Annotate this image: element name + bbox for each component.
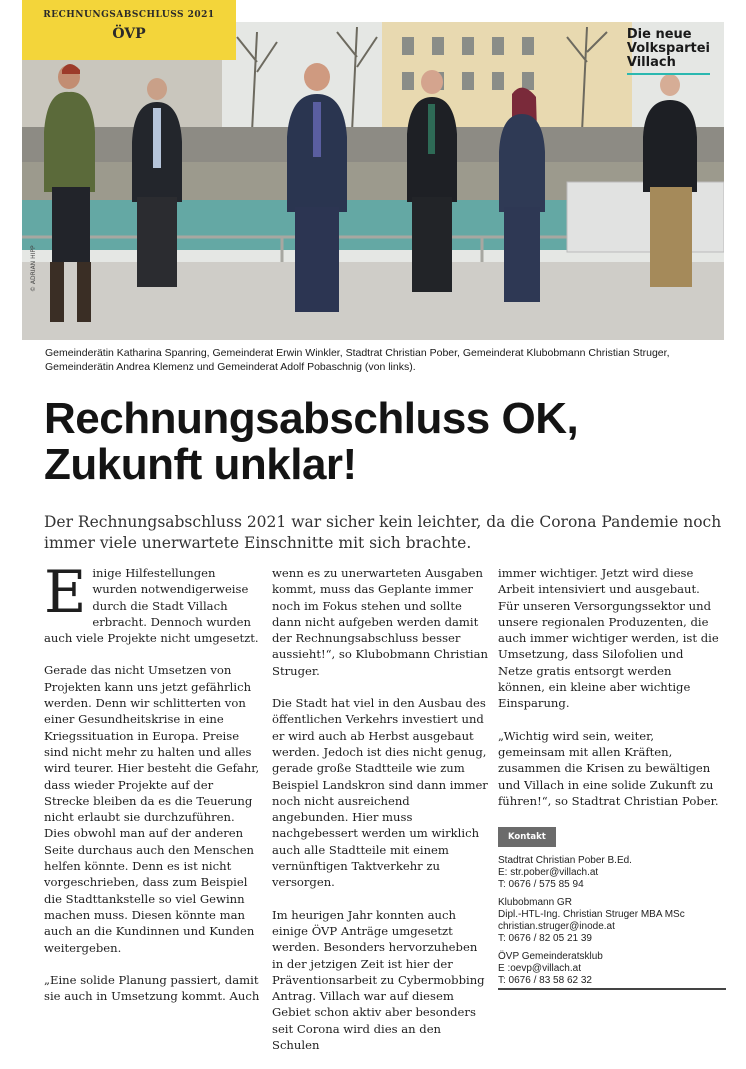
brand-line-2: Volkspartei	[626, 41, 710, 56]
headline-line-1: Rechnungsabschluss OK,	[44, 394, 579, 443]
paragraph: immer wichtiger. Jetzt wird diese Arbeit intensiviert und ausgebaut. Für unseren Versorgungssektor und unsere regionalen Produzenten, die auch immer wichtiger werden, ist die Umsetzung, dass Silofolien und Netze gratis entsorgt werden können, ein kleine aber wichtige Einsparung.	[498, 566, 719, 711]
paragraph: Im heurigen Jahr konnten auch einige ÖVP Anträge umgesetzt werden. Besonders hervorzuheben in der jetzigen Zeit ist hier der Präventionsarbeit zu Cybermobbing Antrag. Villach war auf diesem Gebiet schon aktiv aber besonders seit Corona wird dies an den Schulen	[272, 907, 485, 1053]
contact-email[interactable]: E :oevp@villach.at	[498, 963, 581, 975]
article-column-1	[44, 558, 260, 1020]
contact-phone: T: 0676 / 82 05 21 39	[498, 933, 592, 945]
contact-entry	[498, 855, 720, 891]
contact-entry	[498, 897, 720, 945]
party-label: ÖVP	[112, 26, 146, 42]
contact-box	[498, 855, 720, 987]
paragraph: Gerade das nicht Umsetzen von Projekten kann uns jetzt gefährlich werden. Denn wir schlitterten von einer Gesundheitskrise in eine Kriegssituation in Europa. Preise sind nicht mehr zu halten und alles wird teurer. Hier besteht die Gefahr, dass wieder Projekte auf der Strecke bleiben da es die Teuerung nicht erlaubt sie durchzuführen. Dies obwohl man auf der anderen Seite durchaus auch den Menschen helfen könnte. Denn es ist nicht vorgeschrieben, dass zum Beispiel die Stadttankstelle so viel Gewinn machen muss. Diesen könnte man auch an die Kundinnen und Kunden weitergeben.	[44, 663, 260, 955]
headline	[44, 396, 724, 488]
lead-paragraph: Der Rechnungsabschluss 2021 war sicher kein leichter, da die Corona Pandemie noch immer viele unerwartete Einschnitte mit sich brachte.	[44, 513, 722, 552]
contact-title: Dipl.-HTL-Ing. Christian Struger MBA MSc	[498, 909, 685, 921]
group-photo-illustration	[22, 22, 724, 340]
contact-name: Klubobmann GR	[498, 897, 572, 909]
article-column-3	[498, 565, 720, 993]
contact-entry	[498, 951, 720, 987]
paragraph: wenn es zu unerwarteten Ausgaben kommt, muss das Geplante immer noch im Fokus stehen und sollte dann nicht aufgeben werden damit der Rechnungsabschluss besser aussieht!“, so Klubobmann Christian Struger.	[272, 566, 489, 678]
brand-line-1: Die neue	[626, 27, 692, 42]
contact-phone: T: 0676 / 575 85 94	[498, 879, 584, 891]
paragraph-text: inige Hilfestellungen wurden notwendigerweise durch die Stadt Villach erbracht. Dennoch wurden auch viele Projekte nicht umgesetzt.	[44, 566, 259, 646]
contact-phone: T: 0676 / 83 58 62 32	[498, 975, 592, 987]
brand-line-3: Villach	[626, 55, 676, 70]
group-photo	[22, 22, 724, 340]
headline-line-2: Zukunft unklar!	[44, 440, 357, 489]
brand-rule	[627, 73, 710, 75]
section-tag	[22, 0, 236, 60]
contact-name: ÖVP Gemeinderatsklub	[498, 951, 603, 963]
photo-credit: © ADRIAN HIPP	[30, 245, 37, 292]
paragraph: „Eine solide Planung passiert, damit sie auch in Umsetzung kommt. Auch	[44, 972, 260, 1004]
paragraph	[44, 558, 260, 646]
photo-caption: Gemeinderätin Katharina Spanring, Gemeinderat Erwin Winkler, Stadtrat Christian Pober, Gemeinderat Klubobmann Christian Struger, Gemeinderätin Andrea Klemenz und Gemeinderat Adolf Pobaschnig (von links).	[45, 347, 670, 373]
contact-email[interactable]: christian.struger@inode.at	[498, 921, 615, 933]
contact-email[interactable]: E: str.pober@villach.at	[498, 867, 599, 879]
contact-label: Kontakt	[498, 827, 556, 847]
paragraph: Die Stadt hat viel in den Ausbau des öffentlichen Verkehrs investiert und er wird auch ab Herbst ausgebaut werden. Jedoch ist dies nicht genug, gerade große Stadtteile wie zum Beispiel Landskron sind dann immer noch nicht ausreichend angebunden. Hier muss nachgebessert werden um wirklich auch alle Stadtteile mit einem vernünftigen Taktverkehr zu versorgen.	[272, 696, 488, 890]
article-column-2	[272, 565, 488, 1069]
section-title: RECHNUNGSABSCHLUSS 2021	[43, 10, 215, 20]
brand-logo	[627, 28, 710, 75]
contact-name: Stadtrat Christian Pober B.Ed.	[498, 855, 632, 867]
bottom-divider	[498, 988, 726, 990]
drop-cap: E	[44, 558, 87, 626]
quote-paragraph: „Wichtig wird sein, weiter, gemeinsam mit allen Kräften, zusammen die Krisen zu bewältigen und Villach in eine solide Zukunft zu führen!“, so Stadtrat Christian Pober.	[498, 728, 719, 808]
